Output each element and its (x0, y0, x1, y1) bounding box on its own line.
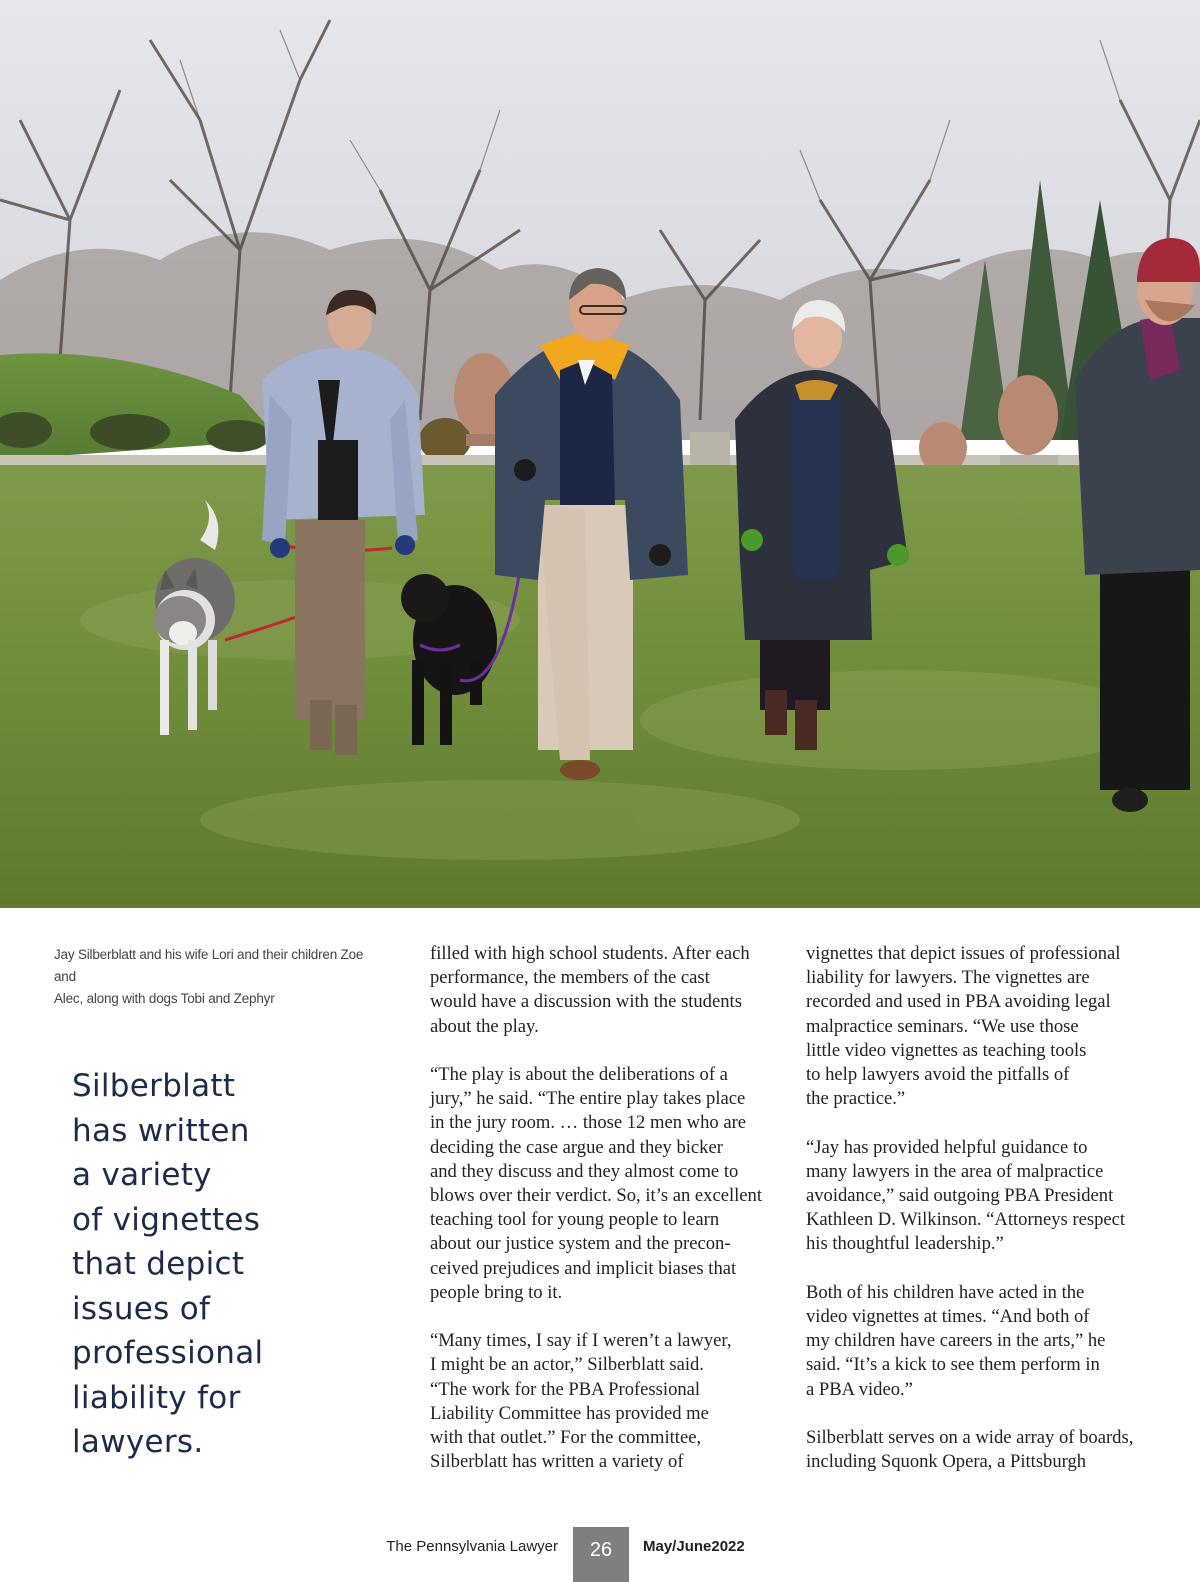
text-line: my children have careers in the arts,” he (806, 1330, 1106, 1352)
text-line: and they discuss and they almost come to (430, 1160, 739, 1182)
text-line: “Jay has provided helpful guidance to (806, 1136, 1088, 1158)
paragraph (806, 1136, 1151, 1257)
text-line: including Squonk Opera, a Pittsburgh (806, 1451, 1087, 1473)
paragraph (806, 1426, 1151, 1474)
text-line: “The work for the PBA Professional (430, 1378, 701, 1400)
paragraph (806, 942, 1151, 1111)
pull-quote-line: a variety (72, 1157, 212, 1193)
publication-name: The Pennsylvania Lawyer (386, 1538, 558, 1555)
pull-quote-line: liability for (72, 1379, 241, 1416)
text-line: a PBA video.” (806, 1378, 913, 1400)
photo-caption (54, 944, 364, 1010)
page-number: 26 (573, 1527, 629, 1582)
text-line: Both of his children have acted in the (806, 1281, 1085, 1303)
text-line: Kathleen D. Wilkinson. “Attorneys respect (806, 1209, 1126, 1231)
pull-quote-line: of vignettes (72, 1201, 261, 1238)
paragraph (806, 1281, 1151, 1402)
paragraph (430, 942, 775, 1039)
text-line: video vignettes at times. “And both of (806, 1306, 1090, 1328)
issue-date: May/June2022 (643, 1538, 745, 1555)
pull-quote-line: that depict (72, 1246, 245, 1282)
article-column-2 (806, 942, 1151, 1499)
text-line: filled with high school students. After each (430, 943, 750, 964)
caption-line: Jay Silberblatt and his wife Lori and their children Zoe and (54, 947, 364, 984)
text-line: would have a discussion with the students (430, 991, 742, 1013)
text-line: many lawyers in the area of malpractice (806, 1160, 1104, 1182)
text-line: “Many times, I say if I weren’t a lawyer, (430, 1330, 732, 1352)
text-line: vignettes that depict issues of professional (806, 943, 1121, 964)
pull-quote-line: Silberblatt (72, 1068, 236, 1104)
text-line: blows over their verdict. So, it’s an excellent (430, 1185, 763, 1207)
text-line: his thoughtful leadership.” (806, 1233, 1004, 1255)
text-line: malpractice seminars. “We use those (806, 1015, 1079, 1037)
text-line: about the play. (430, 1015, 539, 1037)
pull-quote-line: issues of (72, 1290, 211, 1327)
pull-quote-line: lawyers. (72, 1424, 204, 1460)
text-line: Liability Committee has provided me (430, 1402, 709, 1424)
text-line: little video vignettes as teaching tools (806, 1039, 1087, 1061)
text-line: “The play is about the deliberations of a (430, 1064, 728, 1085)
text-line: said. “It’s a kick to see them perform in (806, 1354, 1100, 1376)
text-line: the practice.” (806, 1088, 906, 1110)
pull-quote (72, 1064, 372, 1465)
text-line: avoidance,” said outgoing PBA President (806, 1185, 1114, 1207)
text-line: in the jury room. … those 12 men who are (430, 1112, 747, 1134)
text-line: recorded and used in PBA avoiding legal (806, 991, 1111, 1013)
page-footer (0, 1527, 1200, 1582)
paragraph (430, 1063, 775, 1305)
caption-line: Alec, along with dogs Tobi and Zephyr (54, 991, 275, 1006)
text-line: ceived prejudices and implicit biases that (430, 1257, 737, 1279)
text-line: to help lawyers avoid the pitfalls of (806, 1064, 1070, 1086)
text-line: jury,” he said. “The entire play takes place (430, 1088, 746, 1110)
paragraph (430, 1329, 775, 1474)
text-line: Silberblatt serves on a wide array of boards, (806, 1427, 1134, 1449)
text-line: deciding the case argue and they bicker (430, 1136, 723, 1158)
text-line: with that outlet.” For the committee, (430, 1427, 702, 1449)
text-line: performance, the members of the cast (430, 967, 710, 989)
text-line: people bring to it. (430, 1281, 563, 1303)
pull-quote-line: has written (72, 1112, 250, 1149)
text-line: about our justice system and the precon- (430, 1233, 731, 1255)
article-column-1 (430, 942, 775, 1499)
text-line: I might be an actor,” Silberblatt said. (430, 1354, 704, 1376)
text-line: teaching tool for young people to learn (430, 1209, 720, 1231)
text-line: Silberblatt has written a variety of (430, 1451, 684, 1473)
text-line: liability for lawyers. The vignettes are (806, 967, 1090, 989)
pull-quote-line: professional (72, 1335, 264, 1371)
